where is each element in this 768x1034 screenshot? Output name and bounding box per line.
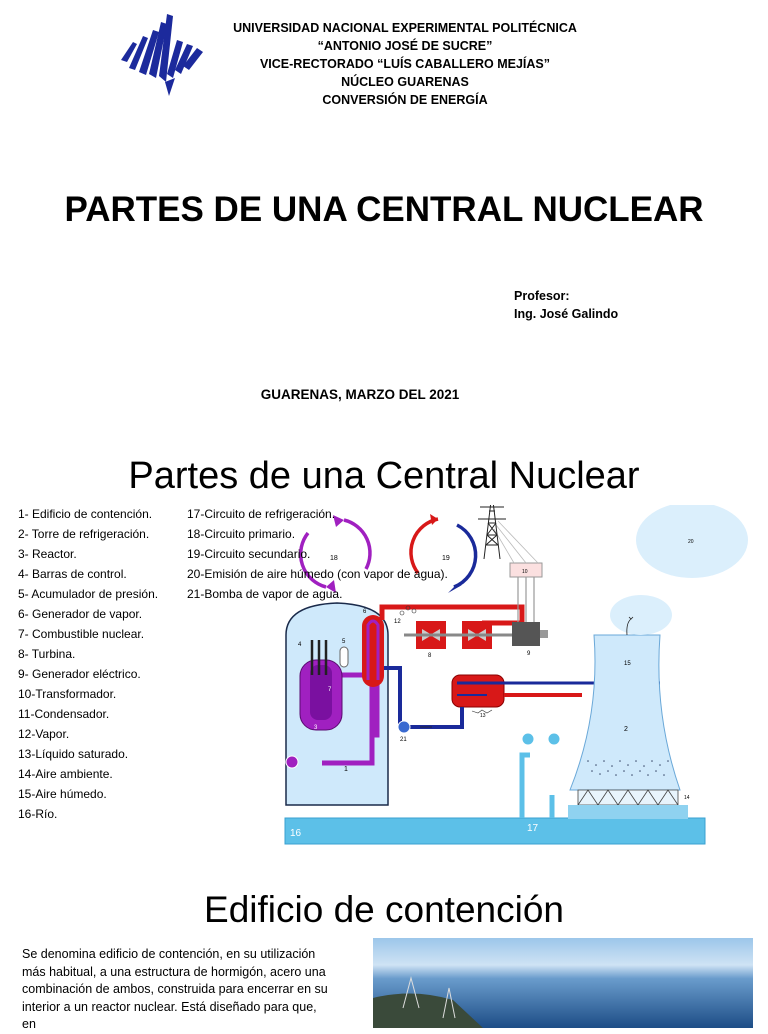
list-item: 14-Aire ambiente. — [18, 767, 113, 781]
cooling-pipe — [522, 755, 530, 818]
list-item: 15-Aire húmedo. — [18, 787, 107, 801]
cooling-tower — [570, 635, 680, 790]
professor-name: Ing. José Galindo — [514, 307, 619, 321]
electric-generator — [512, 622, 540, 646]
containment-paragraph: Se denomina edificio de contención, en su utilización más habitual, a una estructura de hormigón, acero una combinación de ambos, construida para encerrar en su interior a un reactor nuclear. Está diseñado para que, en — [22, 947, 328, 1031]
list-item: 20-Emisión de aire húmedo (con vapor de agua). — [187, 567, 448, 581]
list-item: 6- Generador de vapor. — [18, 607, 143, 621]
river — [285, 818, 705, 844]
diagram-label-17: 17 — [527, 823, 539, 834]
steam-generator — [362, 615, 384, 687]
diagram-label-4: 4 — [298, 642, 302, 648]
diagram-label-12: 12 — [394, 619, 401, 625]
containment-slide — [0, 862, 768, 1031]
diagram-label-13: 13 — [480, 713, 486, 719]
list-item: 2- Torre de refrigeración. — [18, 527, 150, 541]
list-item: 19-Circuito secundario. — [187, 547, 311, 561]
parts-list-left — [18, 504, 158, 824]
list-item: 4- Barras de control. — [18, 567, 127, 581]
university-header — [230, 19, 580, 109]
list-item: 1- Edificio de contención. — [18, 507, 153, 521]
parts-list-right — [187, 504, 448, 604]
diagram-label-6: 6 — [363, 609, 367, 615]
diagram-label-5: 5 — [342, 639, 346, 645]
diagram-label-18: 18 — [330, 555, 338, 562]
header-line: CONVERSIÓN DE ENERGÍA — [322, 93, 488, 107]
list-item: 17-Circuito de refrigeración. — [187, 507, 336, 521]
list-item: 8- Turbina. — [18, 647, 76, 661]
diagram-label-14: 14 — [684, 795, 690, 801]
parts-slide — [0, 430, 768, 862]
list-item: 21-Bomba de vapor de agua. — [187, 587, 343, 601]
diagram-label-1: 1 — [344, 766, 348, 773]
list-item: 16-Río. — [18, 807, 58, 821]
professor-block — [514, 287, 618, 323]
containment-title: Edificio de contención — [204, 889, 564, 930]
header-line: NÚCLEO GUARENAS — [341, 75, 469, 89]
primary-pump — [286, 756, 298, 768]
cover-title: PARTES DE UNA CENTRAL NUCLEAR — [64, 190, 704, 229]
list-item: 13-Líquido saturado. — [18, 747, 129, 761]
diagram-label-20: 20 — [688, 539, 694, 545]
feedwater-pipe — [384, 668, 462, 727]
diagram-label-15: 15 — [624, 661, 631, 667]
pressurizer — [340, 647, 348, 667]
parts-title: Partes de una Central Nuclear — [128, 455, 640, 497]
header-line: VICE-RECTORADO “LUÍS CABALLERO MEJÍAS” — [259, 57, 551, 71]
university-logo — [115, 12, 211, 96]
list-item: 3- Reactor. — [18, 547, 77, 561]
secondary-circuit-arrow-blue — [454, 525, 476, 587]
diagram-label-8: 8 — [428, 653, 432, 659]
cover-slide — [0, 0, 768, 430]
diagram-label-21: 21 — [400, 737, 407, 743]
list-item: 18-Circuito primario. — [187, 527, 296, 541]
coastal-plant-photo — [373, 938, 753, 1028]
diagram-label-2: 2 — [624, 726, 628, 733]
list-item: 11-Condensador. — [18, 707, 110, 721]
list-item: 9- Generador eléctrico. — [18, 667, 141, 681]
professor-label: Profesor: — [514, 289, 570, 303]
feedwater-pump — [398, 721, 410, 733]
diagram-label-3: 3 — [314, 725, 318, 731]
header-line: UNIVERSIDAD NACIONAL EXPERIMENTAL POLITÉCNICA — [233, 21, 577, 35]
list-item: 5- Acumulador de presión. — [18, 587, 159, 601]
condenser — [452, 675, 504, 707]
diagram-label-19: 19 — [442, 555, 450, 562]
diagram-label-10: 10 — [522, 569, 528, 575]
diagram-label-9: 9 — [527, 651, 531, 657]
list-item: 10-Transformador. — [18, 687, 117, 701]
list-item: 12-Vapor. — [18, 727, 70, 741]
cover-date: GUARENAS, MARZO DEL 2021 — [260, 387, 460, 402]
header-line: “ANTONIO JOSÉ DE SUCRE” — [317, 39, 493, 53]
list-item: 7- Combustible nuclear. — [18, 627, 145, 641]
diagram-label-16: 16 — [290, 828, 302, 839]
diagram-label-7: 7 — [328, 687, 332, 693]
vapour-cloud — [610, 595, 672, 635]
